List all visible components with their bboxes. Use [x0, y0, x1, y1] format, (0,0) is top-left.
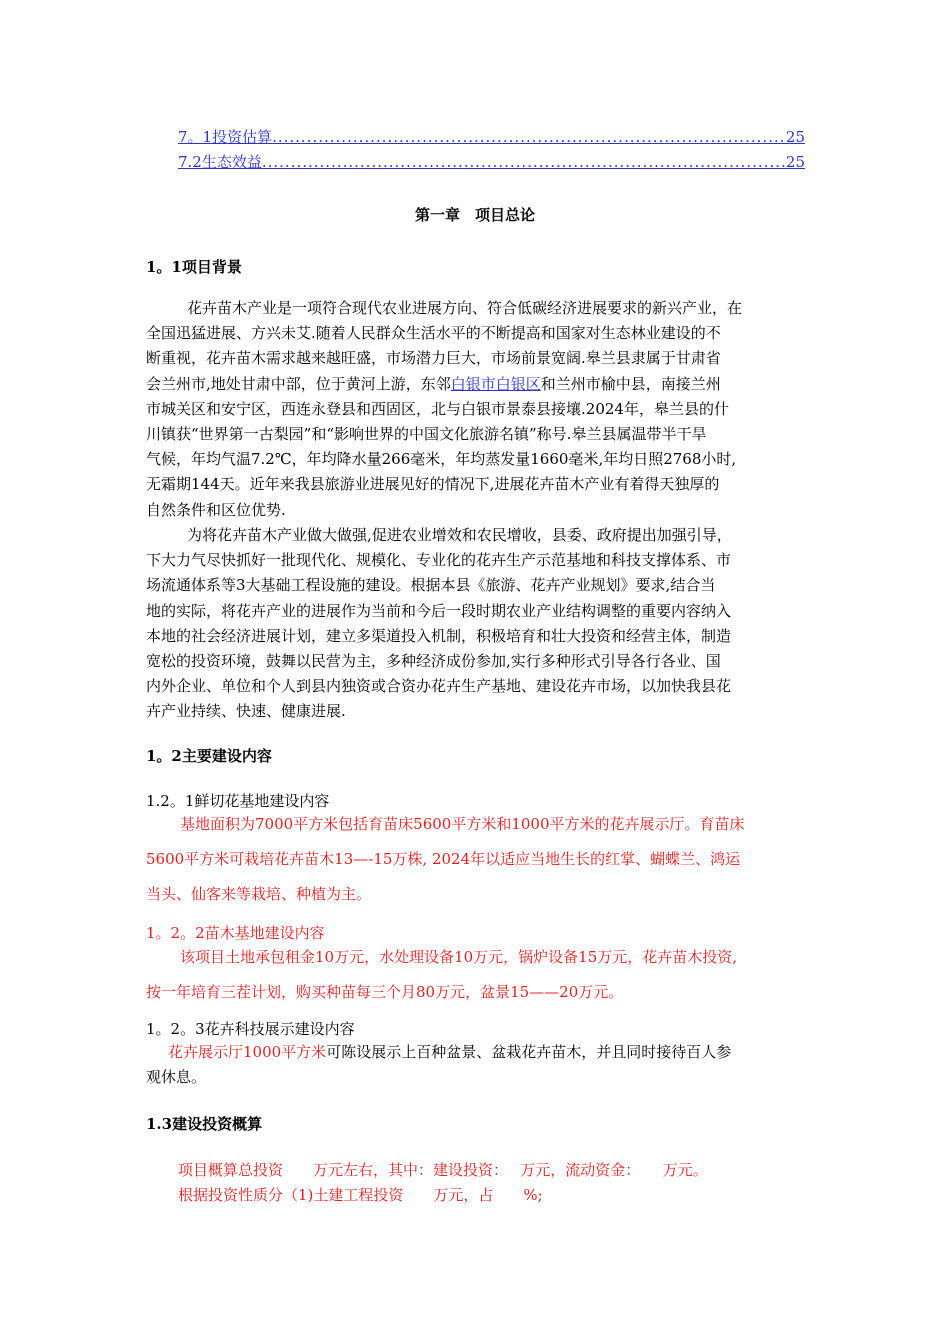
- paragraph-investment-estimate: [146, 1158, 810, 1208]
- toc-entry[interactable]: [178, 151, 805, 173]
- text-line: 自然条件和区位优势.: [146, 500, 286, 519]
- text-line: 气候，年均气温7.2℃，年均降水量266毫米，年均蒸发量1660毫米,年均日照2768小时,: [146, 450, 737, 469]
- toc-entry-title[interactable]: 7。1投资估算: [178, 128, 273, 146]
- text-line: 全国迅猛进展、方兴未艾.随着人民群众生活水平的不断提高和国家对生态林业建设的不: [146, 324, 721, 343]
- text-line: [146, 372, 810, 397]
- paragraph-background-1: [146, 296, 810, 523]
- text-segment: 可陈设展示上百种盆景、盆栽花卉苗木，并且同时接待百人参: [326, 1043, 732, 1061]
- toc-leader-dots: [272, 128, 786, 146]
- toc-entry-page[interactable]: 25: [785, 153, 805, 171]
- text-line: 市城关区和安宁区，西连永登县和西固区，北与白银市景泰县接壤.2024年，皋兰县的什: [146, 399, 729, 418]
- text-line: [146, 1040, 810, 1065]
- text-line: 下大力气尽快抓好一批现代化、规模化、专业化的花卉生产示范基地和科技支撑体系、市: [146, 551, 732, 570]
- text-line: 川镇获“世界第一古梨园”和“影响世界的中国文化旅游名镇”称号.皋兰县属温带半干旱: [146, 424, 707, 443]
- paragraph-nursery-base: [146, 940, 810, 1010]
- text-line: 根据投资性质分（1)土建工程投资 万元，占 %;: [178, 1186, 543, 1205]
- section-heading-1-2: 1。2主要建设内容: [146, 747, 272, 765]
- text-line: 花卉苗木产业是一项符合现代农业进展方向、符合低碳经济进展要求的新兴产业，在: [187, 299, 743, 317]
- chapter-title: 第一章 项目总论: [414, 206, 535, 224]
- text-line: 基地面积为7000平方米包括育苗床5600平方米和1000平方米的花卉展示厅。育苗床: [180, 815, 745, 833]
- subsection-heading-1-2-3: 1。2。3花卉科技展示建设内容: [146, 1020, 355, 1038]
- text-line: 本地的社会经济进展计划，建立多渠道投入机制，积极培育和壮大投资和经营主体，制造: [146, 626, 732, 645]
- text-line: 5600平方米可栽培花卉苗木13—-15万株, 2024年以适应当地生长的红掌、蝴蝶兰、鸿运: [146, 850, 741, 868]
- subsection-heading-1-2-2: 1。2。2苗木基地建设内容: [146, 924, 325, 942]
- text-line: 宽松的投资环境，鼓舞以民营为主，多种经济成份参加,实行多种形式引导各行各业、国: [146, 651, 721, 670]
- toc-entry[interactable]: [178, 126, 805, 148]
- paragraph-fresh-flower-base: [146, 807, 810, 912]
- text-line: 按一年培育三茬计划，购买种苗每三个月80万元，盆景15——20万元。: [146, 983, 624, 1001]
- toc-leader-dots: [262, 153, 786, 171]
- text-line: 地的实际，将花卉产业的进展作为当前和今后一段时期农业产业结构调整的重要内容纳入: [146, 601, 732, 620]
- subsection-heading-1-2-1: 1.2。1鲜切花基地建设内容: [146, 792, 330, 810]
- toc-entry-page[interactable]: 25: [785, 128, 805, 146]
- text-line: 当头、仙客来等栽培、种植为主。: [146, 885, 372, 903]
- text-line: 场流通体系等3大基础工程设施的建设。根据本县《旅游、花卉产业规划》要求,结合当: [146, 576, 716, 595]
- baiyin-district-link[interactable]: 白银市白银区: [450, 374, 541, 393]
- text-line: 无霜期144天。近年来我县旅游业进展见好的情况下,进展花卉苗木产业有着得天独厚的: [146, 475, 720, 494]
- text-line: 项目概算总投资 万元左右，其中：建设投资： 万元，流动资金： 万元。: [178, 1161, 708, 1179]
- text-segment-highlight: 花卉展示厅1000平方米: [168, 1043, 327, 1061]
- text-line: 观休息。: [146, 1068, 207, 1087]
- text-line: 内外企业、单位和个人到县内独资或合资办花卉生产基地、建设花卉市场，以加快我县花: [146, 677, 732, 696]
- section-heading-1-1: 1。1项目背景: [146, 258, 242, 276]
- text-line: 断重视，花卉苗木需求越来越旺盛，市场潜力巨大，市场前景宽阔.皋兰县隶属于甘肃省: [146, 349, 721, 368]
- toc-entry-title[interactable]: 7.2生态效益: [178, 153, 262, 171]
- section-heading-1-3: 1.3建设投资概算: [146, 1115, 263, 1133]
- text-segment: 会兰州市,地处甘肃中部，位于黄河上游，东邻: [146, 374, 451, 393]
- paragraph-showroom: [146, 1040, 810, 1090]
- text-segment: 和兰州市榆中县，南接兰州: [540, 374, 721, 393]
- text-line: 为将花卉苗木产业做大做强,促进农业增效和农民增收，县委、政府提出加强引导，: [187, 526, 732, 544]
- paragraph-background-2: [146, 523, 810, 725]
- text-line: 卉产业持续、快速、健康进展.: [146, 702, 346, 721]
- text-line: 该项目土地承包租金10万元，水处理设备10万元，锅炉设备15万元，花卉苗木投资,: [180, 948, 738, 966]
